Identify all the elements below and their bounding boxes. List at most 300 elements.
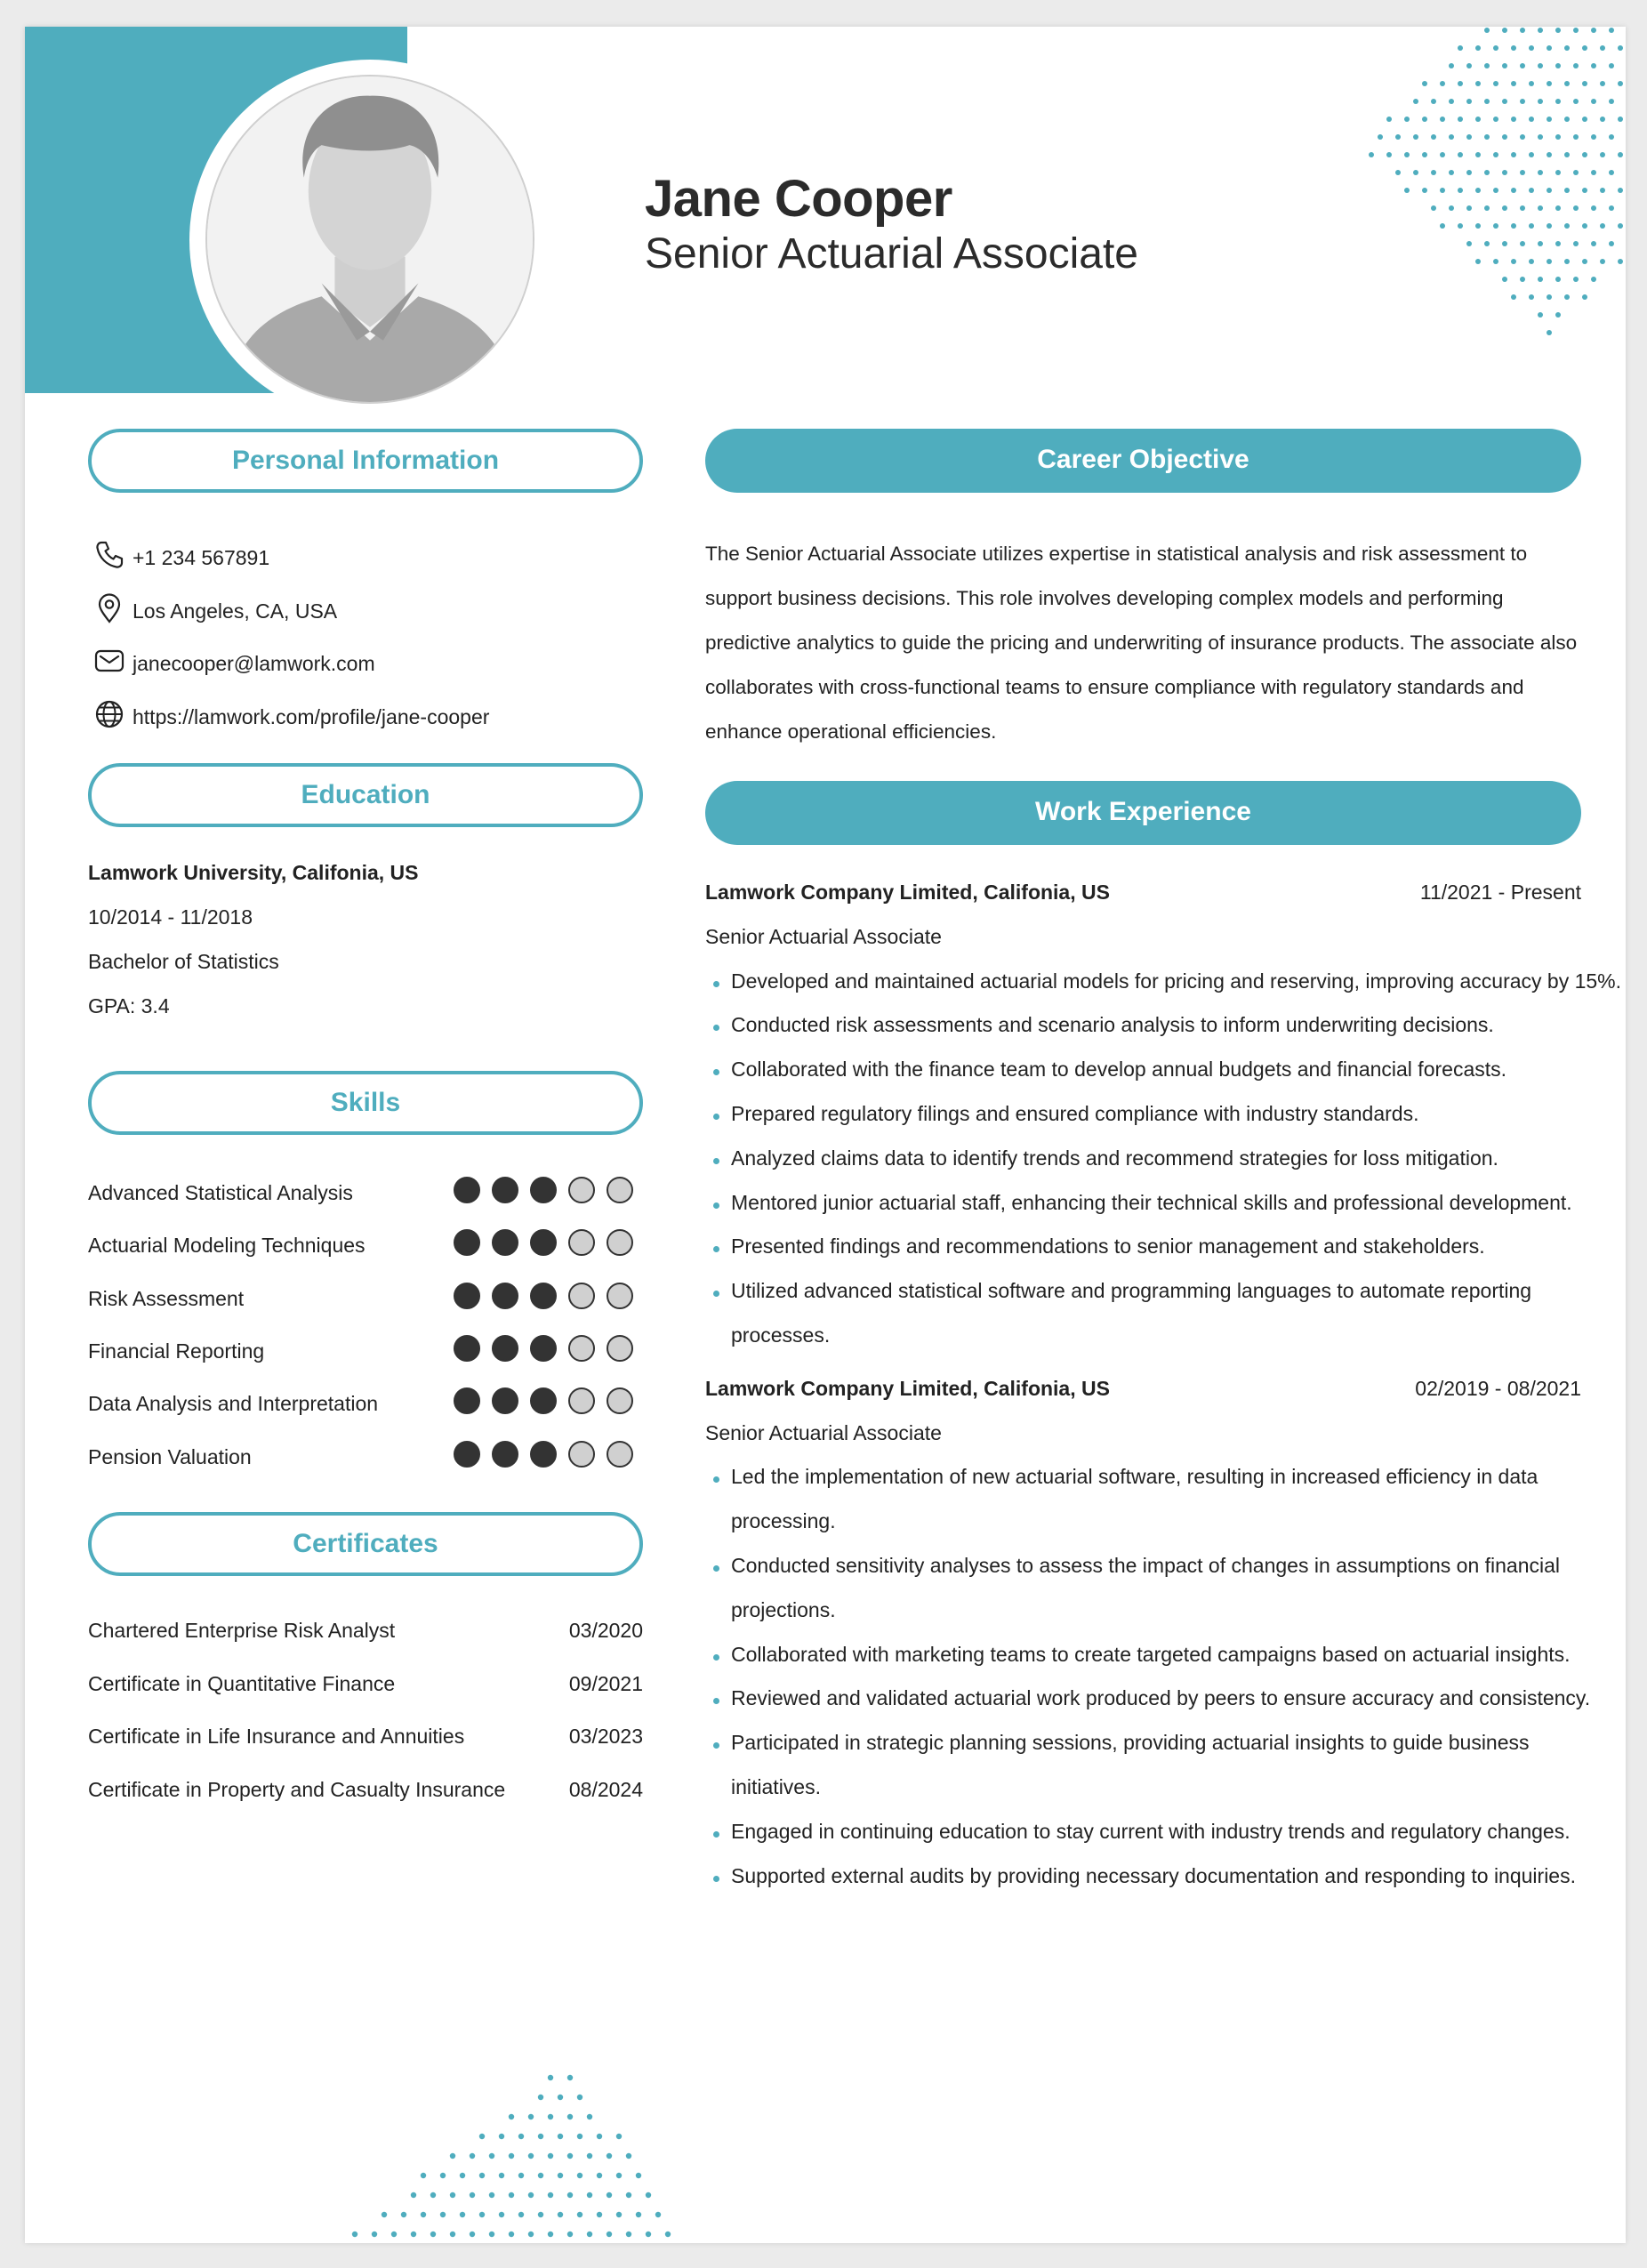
decorative-dot <box>1475 259 1481 264</box>
decorative-dot <box>372 2232 377 2237</box>
decorative-dot <box>1520 63 1525 68</box>
decorative-dot <box>626 2153 631 2159</box>
decorative-dot <box>1591 28 1596 33</box>
decorative-dot <box>470 2153 475 2159</box>
decorative-dot <box>460 2173 465 2178</box>
job-bullet-text: Led the implementation of new actuarial software, resulting in increased efficiency in data <box>731 1465 1539 1489</box>
decorative-dot <box>567 2114 573 2119</box>
education-gpa: GPA: 3.4 <box>88 994 170 1017</box>
decorative-dot <box>1547 330 1552 335</box>
decorative-dot <box>421 2212 426 2217</box>
skill-rating <box>454 1177 658 1207</box>
job-bullet-text: Engaged in continuing education to stay current with industry trends and regulatory changes. <box>731 1819 1571 1843</box>
job-role: Senior Actuarial Associate <box>705 1420 942 1444</box>
decorative-dot <box>1600 117 1605 122</box>
decorative-dot <box>1591 277 1596 282</box>
decorative-dot <box>1582 81 1587 86</box>
decorative-dot <box>1555 63 1561 68</box>
decorative-dot <box>616 2134 622 2139</box>
decorative-dot <box>1440 188 1445 193</box>
skill-rating <box>454 1387 658 1418</box>
decorative-dot <box>607 2232 612 2237</box>
decorative-dot <box>1538 205 1543 211</box>
decorative-dot <box>1538 99 1543 104</box>
rating-dot-filled <box>492 1229 518 1256</box>
career-objective-text: The Senior Actuarial Associate utilizes expertise in statistical analysis and risk assessment to support business decisions. This role involves developing complex models and performing predictive analytics to guide the pricing and underwriting of insurance products. The associate also collaborates with cross-functional teams to ensure compliance with regulatory standards and enhance operational efficiencies. <box>705 543 1578 743</box>
decorative-dot <box>1449 205 1454 211</box>
decorative-dot <box>430 2232 436 2237</box>
decorative-dot <box>1466 170 1472 175</box>
rating-dot-filled <box>530 1387 557 1414</box>
decorative-dot <box>636 2173 641 2178</box>
decorative-dot <box>391 2232 397 2237</box>
decorative-dot <box>558 2212 563 2217</box>
contact-text: +1 234 567891 <box>133 546 270 569</box>
rating-dot-filled <box>454 1177 480 1203</box>
job-company: Lamwork Company Limited, Califonia, US <box>705 1376 1110 1400</box>
career-objective-heading: Career Objective <box>705 429 1581 493</box>
decorative-dot <box>1582 294 1587 300</box>
bullet-dot <box>713 1476 719 1483</box>
decorative-dot <box>1520 99 1525 104</box>
rating-dot-empty <box>568 1283 595 1309</box>
decorative-dot <box>1618 81 1623 86</box>
decorative-dot <box>1555 241 1561 246</box>
decorative-dot <box>1422 152 1427 157</box>
decorative-dot <box>587 2232 592 2237</box>
decorative-dot <box>1618 223 1623 229</box>
decorative-dot <box>1511 188 1516 193</box>
decorative-dot <box>1466 134 1472 140</box>
bullet-dot <box>713 1654 719 1661</box>
decorative-dot <box>1582 152 1587 157</box>
decorative-dot <box>1609 99 1614 104</box>
decorative-dot <box>1449 170 1454 175</box>
decorative-dot <box>499 2212 504 2217</box>
rating-dot-filled <box>454 1283 480 1309</box>
decorative-dot <box>411 2232 416 2237</box>
job-bullet-text: Presented findings and recommendations to senior management and stakeholders. <box>731 1235 1485 1259</box>
job-company: Lamwork Company Limited, Califonia, US <box>705 881 1110 904</box>
rating-dot-empty <box>568 1335 595 1362</box>
bullet-dot <box>713 981 719 987</box>
decorative-dot <box>479 2173 485 2178</box>
decorative-dot <box>1386 117 1392 122</box>
bullet-dot <box>713 1742 719 1749</box>
rating-dot-filled <box>492 1177 518 1203</box>
decorative-dot <box>450 2153 455 2159</box>
decorative-dot <box>518 2212 524 2217</box>
decorative-dot <box>1466 205 1472 211</box>
decorative-dot <box>1502 205 1507 211</box>
decorative-dot <box>1564 152 1570 157</box>
decorative-dot <box>607 2153 612 2159</box>
rating-dot-filled <box>492 1335 518 1362</box>
bullet-dot <box>713 1114 719 1120</box>
decorative-dot <box>1511 81 1516 86</box>
decorative-dot <box>1493 152 1498 157</box>
decorative-dot <box>352 2232 358 2237</box>
decorative-dot <box>1493 117 1498 122</box>
decorative-dot <box>509 2114 514 2119</box>
job-bullet-text: processing. <box>731 1509 836 1533</box>
decorative-dot <box>1493 223 1498 229</box>
candidate-name: Jane Cooper <box>645 170 952 228</box>
decorative-dot <box>577 2095 582 2100</box>
decorative-dot <box>509 2192 514 2198</box>
certificate-name: Certificate in Quantitative Finance <box>88 1671 396 1695</box>
decorative-dot <box>1547 294 1552 300</box>
decorative-dot <box>1600 259 1605 264</box>
decorative-dot <box>567 2192 573 2198</box>
decorative-dot <box>421 2173 426 2178</box>
decorative-dot <box>1582 188 1587 193</box>
decorative-dot <box>1547 117 1552 122</box>
decorative-dot <box>1547 188 1552 193</box>
decorative-dot <box>1609 63 1614 68</box>
decorative-dot <box>1529 81 1534 86</box>
bullet-dot <box>713 1025 719 1031</box>
decorative-dot <box>636 2212 641 2217</box>
decorative-dot <box>1573 63 1579 68</box>
decorative-dot <box>1573 241 1579 246</box>
decorative-dot <box>1458 81 1463 86</box>
decorative-dot <box>548 2192 553 2198</box>
bullet-dot <box>713 1698 719 1704</box>
decorative-dot <box>1431 170 1436 175</box>
decorative-dot <box>558 2095 563 2100</box>
decorative-dot <box>1458 152 1463 157</box>
decorative-dot <box>1369 152 1374 157</box>
candidate-title: Senior Actuarial Associate <box>645 230 1138 277</box>
decorative-dot <box>1591 205 1596 211</box>
avatar-silhouette-icon <box>207 76 533 402</box>
decorative-dot <box>1484 99 1490 104</box>
decorative-dot <box>1511 117 1516 122</box>
decorative-dot <box>1475 117 1481 122</box>
skill-name: Risk Assessment <box>88 1286 245 1310</box>
decorative-dot <box>1520 241 1525 246</box>
decorative-dot <box>1466 99 1472 104</box>
decorative-dot <box>1538 170 1543 175</box>
decorative-dot <box>587 2153 592 2159</box>
decorative-dot <box>1493 81 1498 86</box>
decorative-dot <box>1573 99 1579 104</box>
decorative-dot <box>1440 81 1445 86</box>
decorative-dot <box>1618 259 1623 264</box>
decorative-dot <box>1609 170 1614 175</box>
decorative-dot <box>587 2114 592 2119</box>
decorative-dot <box>1413 99 1418 104</box>
globe-icon <box>93 698 125 730</box>
decorative-dot <box>1555 277 1561 282</box>
decorative-dot <box>1529 45 1534 51</box>
rating-dot-empty <box>568 1387 595 1414</box>
decorative-dot <box>1458 188 1463 193</box>
rating-dot-filled <box>454 1441 480 1468</box>
job-role: Senior Actuarial Associate <box>705 924 942 948</box>
education-dates: 10/2014 - 11/2018 <box>88 905 253 929</box>
decorative-dot <box>509 2153 514 2159</box>
decorative-dot <box>1475 188 1481 193</box>
bullet-dot <box>713 1291 719 1297</box>
job-bullet-text: Participated in strategic planning sessions, providing actuarial insights to guide business <box>731 1731 1530 1755</box>
bullet-dot <box>713 1246 719 1252</box>
rating-dot-filled <box>454 1335 480 1362</box>
decorative-dot <box>1591 99 1596 104</box>
decorative-dot <box>616 2212 622 2217</box>
decorative-dot <box>489 2153 494 2159</box>
decorative-dot <box>567 2153 573 2159</box>
decorative-dot <box>1511 45 1516 51</box>
decorative-dot <box>1502 134 1507 140</box>
decorative-dot <box>1582 223 1587 229</box>
certificates-heading: Certificates <box>88 1512 643 1576</box>
decorative-dot <box>528 2153 534 2159</box>
skill-name: Pension Valuation <box>88 1444 252 1468</box>
decorative-dot <box>509 2232 514 2237</box>
decorative-dot <box>1520 205 1525 211</box>
decorative-dot <box>470 2232 475 2237</box>
decorative-dot <box>1502 170 1507 175</box>
decorative-dot <box>1538 134 1543 140</box>
skill-rating <box>454 1441 658 1471</box>
decorative-dot <box>401 2212 406 2217</box>
rating-dot-empty <box>607 1229 633 1256</box>
decorative-dots-top-right <box>1359 27 1626 374</box>
bullet-dot <box>713 1202 719 1209</box>
decorative-dot <box>538 2095 543 2100</box>
decorative-dot <box>1502 63 1507 68</box>
decorative-dot <box>1493 45 1498 51</box>
phone-icon <box>93 539 125 571</box>
rating-dot-filled <box>454 1387 480 1414</box>
skill-name: Data Analysis and Interpretation <box>88 1392 379 1416</box>
bullet-dot <box>713 1565 719 1572</box>
decorative-dot <box>1440 117 1445 122</box>
bullet-dot <box>713 1158 719 1164</box>
decorative-dot <box>1573 277 1579 282</box>
decorative-dot <box>1511 294 1516 300</box>
decorative-dot <box>1529 188 1534 193</box>
decorative-dot <box>1413 170 1418 175</box>
decorative-dot <box>538 2212 543 2217</box>
decorative-dot <box>1431 205 1436 211</box>
decorative-dot <box>1591 241 1596 246</box>
decorative-dot <box>665 2232 671 2237</box>
decorative-dot <box>1555 99 1561 104</box>
decorative-dot <box>1502 99 1507 104</box>
certificate-name: Certificate in Life Insurance and Annuities <box>88 1725 465 1748</box>
decorative-dot <box>1484 28 1490 33</box>
decorative-dot <box>1404 188 1410 193</box>
decorative-dot <box>460 2212 465 2217</box>
decorative-dot <box>470 2192 475 2198</box>
decorative-dot <box>1449 134 1454 140</box>
job-bullet-text: Supported external audits by providing necessary documentation and responding to inquiries. <box>731 1863 1576 1887</box>
decorative-dot <box>597 2134 602 2139</box>
decorative-dot <box>1378 134 1383 140</box>
work-experience-heading: Work Experience <box>705 781 1581 845</box>
decorative-dot <box>1440 223 1445 229</box>
decorative-dot <box>1564 117 1570 122</box>
resume-page <box>25 27 1626 2243</box>
job-bullet-text: initiatives. <box>731 1775 821 1798</box>
rating-dot-filled <box>492 1387 518 1414</box>
job-bullet-text: projections. <box>731 1597 836 1621</box>
decorative-dot <box>1609 28 1614 33</box>
certificate-name: Chartered Enterprise Risk Analyst <box>88 1619 396 1642</box>
decorative-dot <box>1404 117 1410 122</box>
certificate-name: Certificate in Property and Casualty Insurance <box>88 1777 506 1801</box>
decorative-dot <box>1547 259 1552 264</box>
decorative-dot <box>440 2212 446 2217</box>
decorative-dot <box>528 2192 534 2198</box>
decorative-dot <box>646 2192 651 2198</box>
decorative-dot <box>1475 45 1481 51</box>
job-bullet-text: processes. <box>731 1323 831 1347</box>
decorative-dot <box>1555 170 1561 175</box>
decorative-dot <box>1538 241 1543 246</box>
rating-dot-empty <box>607 1283 633 1309</box>
decorative-dot <box>1475 81 1481 86</box>
decorative-dot <box>1600 188 1605 193</box>
decorative-dot <box>597 2212 602 2217</box>
decorative-dot <box>1573 205 1579 211</box>
job-bullet-text: Conducted sensitivity analyses to assess the impact of changes in assumptions on financial <box>731 1554 1561 1577</box>
skill-name: Financial Reporting <box>88 1339 265 1363</box>
decorative-dot <box>1582 45 1587 51</box>
decorative-dot <box>1618 188 1623 193</box>
skill-rating <box>454 1335 658 1365</box>
bullet-dot <box>713 1069 719 1075</box>
decorative-dot <box>577 2173 582 2178</box>
decorative-dot <box>1529 294 1534 300</box>
decorative-dot <box>528 2114 534 2119</box>
decorative-dot <box>1555 134 1561 140</box>
decorative-dot <box>1538 312 1543 318</box>
decorative-dot <box>646 2232 651 2237</box>
decorative-dot <box>1600 152 1605 157</box>
decorative-dot <box>1600 223 1605 229</box>
decorative-dot <box>1555 205 1561 211</box>
rating-dot-empty <box>568 1229 595 1256</box>
decorative-dot <box>1484 241 1490 246</box>
decorative-dot <box>440 2173 446 2178</box>
decorative-dot <box>1431 134 1436 140</box>
decorative-dot <box>1502 277 1507 282</box>
decorative-dot <box>1511 259 1516 264</box>
education-school: Lamwork University, Califonia, US <box>88 861 419 884</box>
decorative-dot <box>1502 241 1507 246</box>
decorative-dot <box>1484 170 1490 175</box>
decorative-dot <box>607 2192 612 2198</box>
decorative-dot <box>1511 223 1516 229</box>
decorative-dot <box>1538 277 1543 282</box>
decorative-dot <box>1529 117 1534 122</box>
rating-dot-empty <box>568 1441 595 1468</box>
job-dates: 11/2021 - Present <box>1419 881 1581 904</box>
job-bullet-text: Reviewed and validated actuarial work produced by peers to ensure accuracy and consistency. <box>731 1686 1591 1710</box>
job-bullet-text: Utilized advanced statistical software and programming languages to automate reporting <box>731 1279 1532 1303</box>
decorative-dot <box>567 2075 573 2080</box>
decorative-dot <box>1493 259 1498 264</box>
decorative-dot <box>1520 277 1525 282</box>
decorative-dot <box>1440 152 1445 157</box>
decorative-dot <box>1573 170 1579 175</box>
decorative-dot <box>1529 259 1534 264</box>
decorative-dot <box>1404 152 1410 157</box>
decorative-dot <box>382 2212 387 2217</box>
decorative-dot <box>597 2173 602 2178</box>
decorative-dot <box>1600 81 1605 86</box>
decorative-dot <box>528 2232 534 2237</box>
email-text[interactable]: janecooper@lamwork.com <box>133 652 375 675</box>
decorative-dot <box>1529 223 1534 229</box>
rating-dot-empty <box>607 1387 633 1414</box>
rating-dot-filled <box>530 1283 557 1309</box>
decorative-dot <box>1475 223 1481 229</box>
decorative-dot <box>558 2173 563 2178</box>
decorative-dot <box>655 2212 661 2217</box>
decorative-dot <box>1591 170 1596 175</box>
decorative-dot <box>489 2232 494 2237</box>
decorative-dot <box>1395 134 1401 140</box>
decorative-dot <box>577 2134 582 2139</box>
skills-heading: Skills <box>88 1071 643 1135</box>
decorative-dot <box>1600 45 1605 51</box>
decorative-dot <box>1555 28 1561 33</box>
job-bullet-text: Collaborated with the finance team to develop annual budgets and financial forecasts. <box>731 1058 1507 1082</box>
decorative-dot <box>1564 259 1570 264</box>
decorative-dot <box>1422 117 1427 122</box>
decorative-dot <box>1591 63 1596 68</box>
decorative-dot <box>1520 28 1525 33</box>
bullet-dot <box>713 1876 719 1882</box>
decorative-dot <box>1538 28 1543 33</box>
decorative-dot <box>518 2173 524 2178</box>
decorative-dot <box>1458 223 1463 229</box>
decorative-dot <box>1431 99 1436 104</box>
decorative-dot <box>1609 134 1614 140</box>
decorative-dot <box>411 2192 416 2198</box>
decorative-dot <box>1564 81 1570 86</box>
decorative-dot <box>499 2134 504 2139</box>
decorative-dot <box>489 2192 494 2198</box>
certificate-date: 03/2023 <box>568 1725 643 1748</box>
decorative-dot <box>1520 170 1525 175</box>
decorative-dot <box>1609 241 1614 246</box>
decorative-dot <box>1609 205 1614 211</box>
decorative-dot <box>450 2232 455 2237</box>
decorative-dot <box>1564 294 1570 300</box>
decorative-dot <box>1582 117 1587 122</box>
skill-name: Actuarial Modeling Techniques <box>88 1234 366 1258</box>
decorative-dot <box>1493 188 1498 193</box>
decorative-dot <box>450 2192 455 2198</box>
decorative-dot <box>587 2192 592 2198</box>
decorative-dot <box>1547 152 1552 157</box>
decorative-dot <box>558 2134 563 2139</box>
mail-icon <box>93 645 125 677</box>
profile-link[interactable]: https://lamwork.com/profile/jane-cooper <box>133 704 490 728</box>
certificate-date: 09/2021 <box>568 1671 643 1695</box>
decorative-dot <box>626 2192 631 2198</box>
decorative-dot <box>1395 170 1401 175</box>
skill-rating <box>454 1229 658 1259</box>
decorative-dot <box>1564 223 1570 229</box>
decorative-dot <box>1538 63 1543 68</box>
